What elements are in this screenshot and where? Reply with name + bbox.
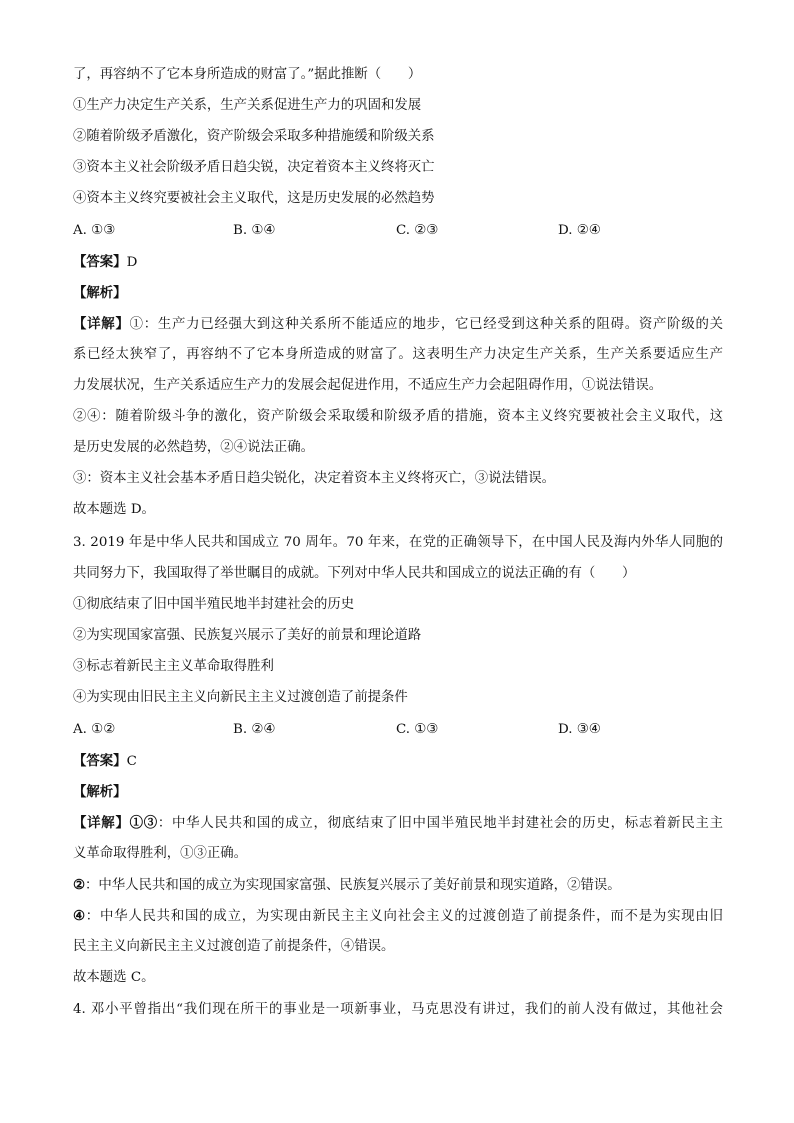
q2-option-c: C. ②③: [396, 223, 439, 238]
answer-value: C: [126, 754, 137, 769]
q2-conclusion: 故本题选 D。: [73, 502, 155, 517]
q2-statement-3: ③资本主义社会阶级矛盾日趋尖锐，决定着资本主义终将灭亡: [73, 160, 435, 175]
q2-statement-2: ②随着阶级矛盾激化，资产阶级会采取多种措施缓和阶级关系: [73, 129, 435, 144]
q2-detail-line-2: 系已经太狭窄了，再容纳不了它本身所造成的财富了。这表明生产力决定生产关系，生产关系要适应生产: [73, 347, 723, 362]
q3-stem-line-1: 3. 2019 年是中华人民共和国成立 70 周年。70 年来，在党的正确领导下，在中国人民及海内外华人同胞的: [73, 535, 723, 550]
q3-option-d: D. ③④: [558, 722, 601, 737]
q3-option-a: A. ①②: [73, 722, 116, 737]
q3-detail-line-1: [73, 813, 723, 834]
q2-analysis-label: 【解析】: [73, 285, 127, 301]
q2-statement-4: ④资本主义终究要被社会主义取代，这是历史发展的必然趋势: [73, 191, 435, 206]
q3-conclusion: 故本题选 C。: [73, 970, 155, 985]
q4-stem-line-1: 4. 邓小平曾指出“我们现在所干的事业是一项新事业，马克思没有讲过，我们的前人没有做过，其他社会: [73, 1002, 723, 1017]
q2-answer: [73, 252, 137, 273]
q2-detail-line-6: ③：资本主义社会基本矛盾日趋尖锐化，决定着资本主义终将灭亡，③说法错误。: [73, 471, 556, 486]
detail-text: ：中华人民共和国的成立，彻底结束了旧中国半殖民地半封建社会的历史，标志着新民主主: [157, 816, 724, 831]
q3-stem-line-2: 共同努力下，我国取得了举世瞩目的成就。下列对中华人民共和国成立的说法正确的有（ ）: [73, 566, 636, 581]
answer-label: 【答案】: [73, 254, 127, 270]
answer-value: D: [126, 255, 138, 270]
q2-stem-end: 了，再容纳不了它本身所造成的财富了。”据此推断（ ）: [73, 67, 422, 82]
q2-detail-line-4: ②④：随着阶级斗争的激化，资产阶级会采取缓和阶级矛盾的措施，资本主义终究要被社会主义取代，这: [73, 409, 723, 424]
detail-text: ①：生产力已经强大到这种关系所不能适应的地步，它已经受到这种关系的阻碍。资产阶级的关: [129, 317, 724, 332]
q3-analysis-label: 【解析】: [73, 784, 127, 800]
q2-detail-line-1: [73, 314, 723, 335]
q3-detail-line-4: [73, 906, 723, 927]
detail-key: ④: [73, 908, 86, 924]
q2-detail-line-3: 力发展状况，生产关系适应生产力的发展会起促进作用，不适应生产力会起阻碍作用，①说法错误。: [73, 378, 663, 393]
q2-option-d: D. ②④: [558, 223, 601, 238]
detail-label: 【详解】: [73, 815, 130, 831]
detail-label: 【详解】: [73, 316, 130, 332]
q3-statement-1: ①彻底结束了旧中国半殖民地半封建社会的历史: [73, 597, 355, 612]
q3-statement-2: ②为实现国家富强、民族复兴展示了美好的前景和理论道路: [73, 628, 422, 643]
detail-text: ：中华人民共和国的成立为实现国家富强、民族复兴展示了美好前景和现实道路，②错误。: [85, 878, 621, 893]
q3-statement-4: ④为实现由旧民主主义向新民主主义过渡创造了前提条件: [73, 690, 408, 705]
q2-detail-line-5: 是历史发展的必然趋势，②④说法正确。: [73, 440, 315, 455]
q3-detail-line-2: 义革命取得胜利，①③正确。: [73, 846, 248, 861]
detail-text: ：中华人民共和国的成立，为实现由新民主主义向社会主义的过渡创造了前提条件，而不是为实现由旧: [85, 909, 723, 924]
detail-key: ①③: [129, 815, 158, 831]
q3-statement-3: ③标志着新民主主义革命取得胜利: [73, 659, 274, 674]
detail-key: ②: [73, 877, 86, 893]
q2-statement-1: ①生产力决定生产关系，生产关系促进生产力的巩固和发展: [73, 98, 422, 113]
q3-detail-line-5: 民主主义向新民主主义过渡创造了前提条件，④错误。: [73, 939, 395, 954]
q2-option-a: A. ①③: [73, 223, 116, 238]
q3-option-b: B. ②④: [233, 722, 276, 737]
q3-detail-line-3: [73, 875, 621, 896]
q3-answer: [73, 751, 137, 772]
answer-label: 【答案】: [73, 753, 127, 769]
q2-option-b: B. ①④: [233, 223, 276, 238]
q3-option-c: C. ①③: [396, 722, 439, 737]
